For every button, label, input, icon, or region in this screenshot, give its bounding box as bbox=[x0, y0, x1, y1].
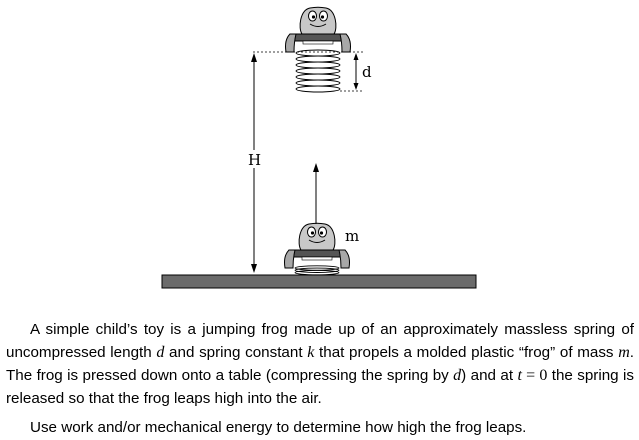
text-segment: that propels a molded plastic “frog” of mass bbox=[314, 344, 619, 361]
variable-k: k bbox=[307, 344, 315, 361]
text-segment: ) and at bbox=[461, 367, 518, 384]
d-dimension-arrow bbox=[354, 53, 359, 90]
compressed-spring bbox=[295, 266, 339, 275]
equals-sign: = bbox=[521, 367, 540, 384]
launch-arrow bbox=[313, 163, 319, 224]
number-zero: 0 bbox=[539, 367, 548, 384]
text-segment: the spring is released so that the frog leaps high into the air. bbox=[6, 367, 634, 407]
problem-statement bbox=[6, 318, 634, 439]
text-segment: . The frog is pressed down onto a table (compressing the spring by bbox=[6, 344, 634, 384]
label-H: H bbox=[248, 151, 262, 169]
variable-m: m bbox=[618, 344, 630, 361]
label-m: m bbox=[345, 227, 360, 245]
problem-paragraph-2: Use work and/or mechanical energy to determine how high the frog leaps. bbox=[30, 419, 527, 436]
frog-on-table bbox=[285, 223, 350, 275]
frog-in-air bbox=[286, 7, 351, 92]
table bbox=[162, 275, 476, 288]
variable-d: d bbox=[156, 344, 165, 361]
label-d: d bbox=[362, 63, 372, 81]
variable-t: t bbox=[517, 367, 522, 384]
text-segment: and spring constant bbox=[164, 344, 308, 361]
problem-paragraph-1 bbox=[6, 318, 634, 410]
text-segment: A simple child’s toy is a jumping frog made up of an approximately massless spring of uncompressed length bbox=[6, 321, 634, 361]
variable-d: d bbox=[453, 367, 462, 384]
extended-spring bbox=[296, 50, 340, 92]
